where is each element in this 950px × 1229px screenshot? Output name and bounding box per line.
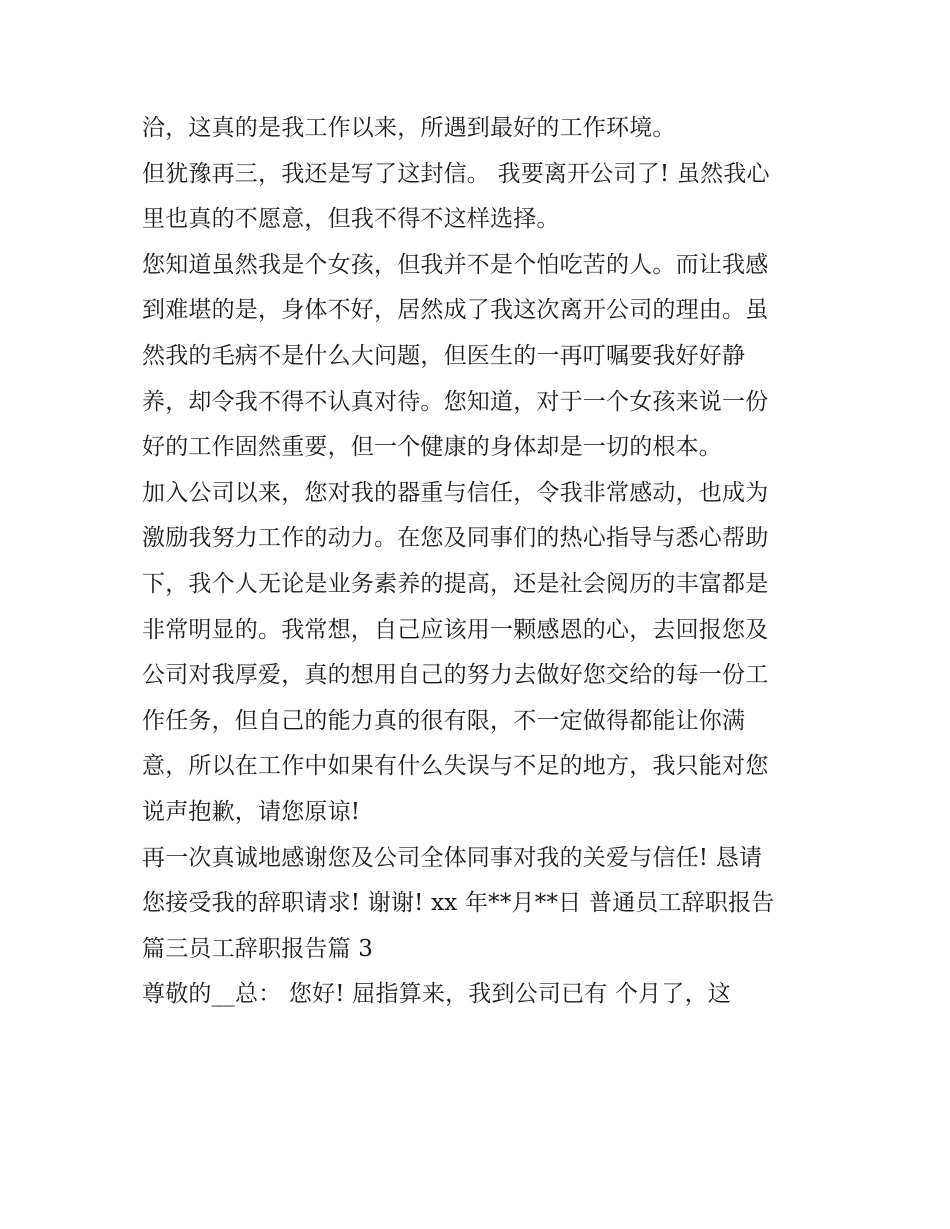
text-line: 尊敬的__总： 您好! 屈指算来，我到公司已有 个月了，这 <box>142 981 731 1008</box>
text-line: 到难堪的是，身体不好，居然成了我这次离开公司的理由。虽 <box>142 297 769 324</box>
text-line: 您接受我的辞职请求! 谢谢! xx 年**月**日 普通员工辞职报告 <box>142 890 775 917</box>
text-line: 非常明显的。我常想，自己应该用一颗感恩的心，去回报您及 <box>142 616 769 643</box>
text-line: 篇三员工辞职报告篇 3 <box>142 935 374 962</box>
text-line: 洽，这真的是我工作以来，所遇到最好的工作环境。 <box>142 115 676 141</box>
text-line: 您知道虽然我是个女孩，但我并不是个怕吃苦的人。而让我感 <box>142 251 769 278</box>
text-line: 再一次真诚地感谢您及公司全体同事对我的关爱与信任! 恳请 <box>142 844 763 871</box>
text-line: 加入公司以来，您对我的器重与信任，令我非常感动，也成为 <box>142 479 769 506</box>
text-line: 激励我努力工作的动力。在您及同事们的热心指导与悉心帮助 <box>142 525 769 552</box>
text-line: 公司对我厚爱，真的想用自己的努力去做好您交给的每一份工 <box>142 662 769 689</box>
text-line: 作任务，但自己的能力真的很有限，不一定做得都能让你满 <box>142 707 746 734</box>
text-line: 意，所以在工作中如果有什么失误与不足的地方，我只能对您 <box>142 753 769 780</box>
text-line: 养，却令我不得不认真对待。您知道，对于一个女孩来说一份 <box>142 388 769 415</box>
text-line: 下，我个人无论是业务素养的提高，还是社会阅历的丰富都是 <box>142 570 769 597</box>
text-line: 里也真的不愿意，但我不得不这样选择。 <box>142 206 560 233</box>
text-line: 好的工作固然重要，但一个健康的身体却是一切的根本。 <box>142 434 722 461</box>
document-body-text <box>142 106 822 1018</box>
text-line: 然我的毛病不是什么大问题，但医生的一再叮嘱要我好好静 <box>142 342 746 369</box>
text-line: 说声抱歉，请您原谅! <box>142 798 361 825</box>
text-line: 但犹豫再三，我还是写了这封信。 我要离开公司了! 虽然我心 <box>142 160 770 187</box>
